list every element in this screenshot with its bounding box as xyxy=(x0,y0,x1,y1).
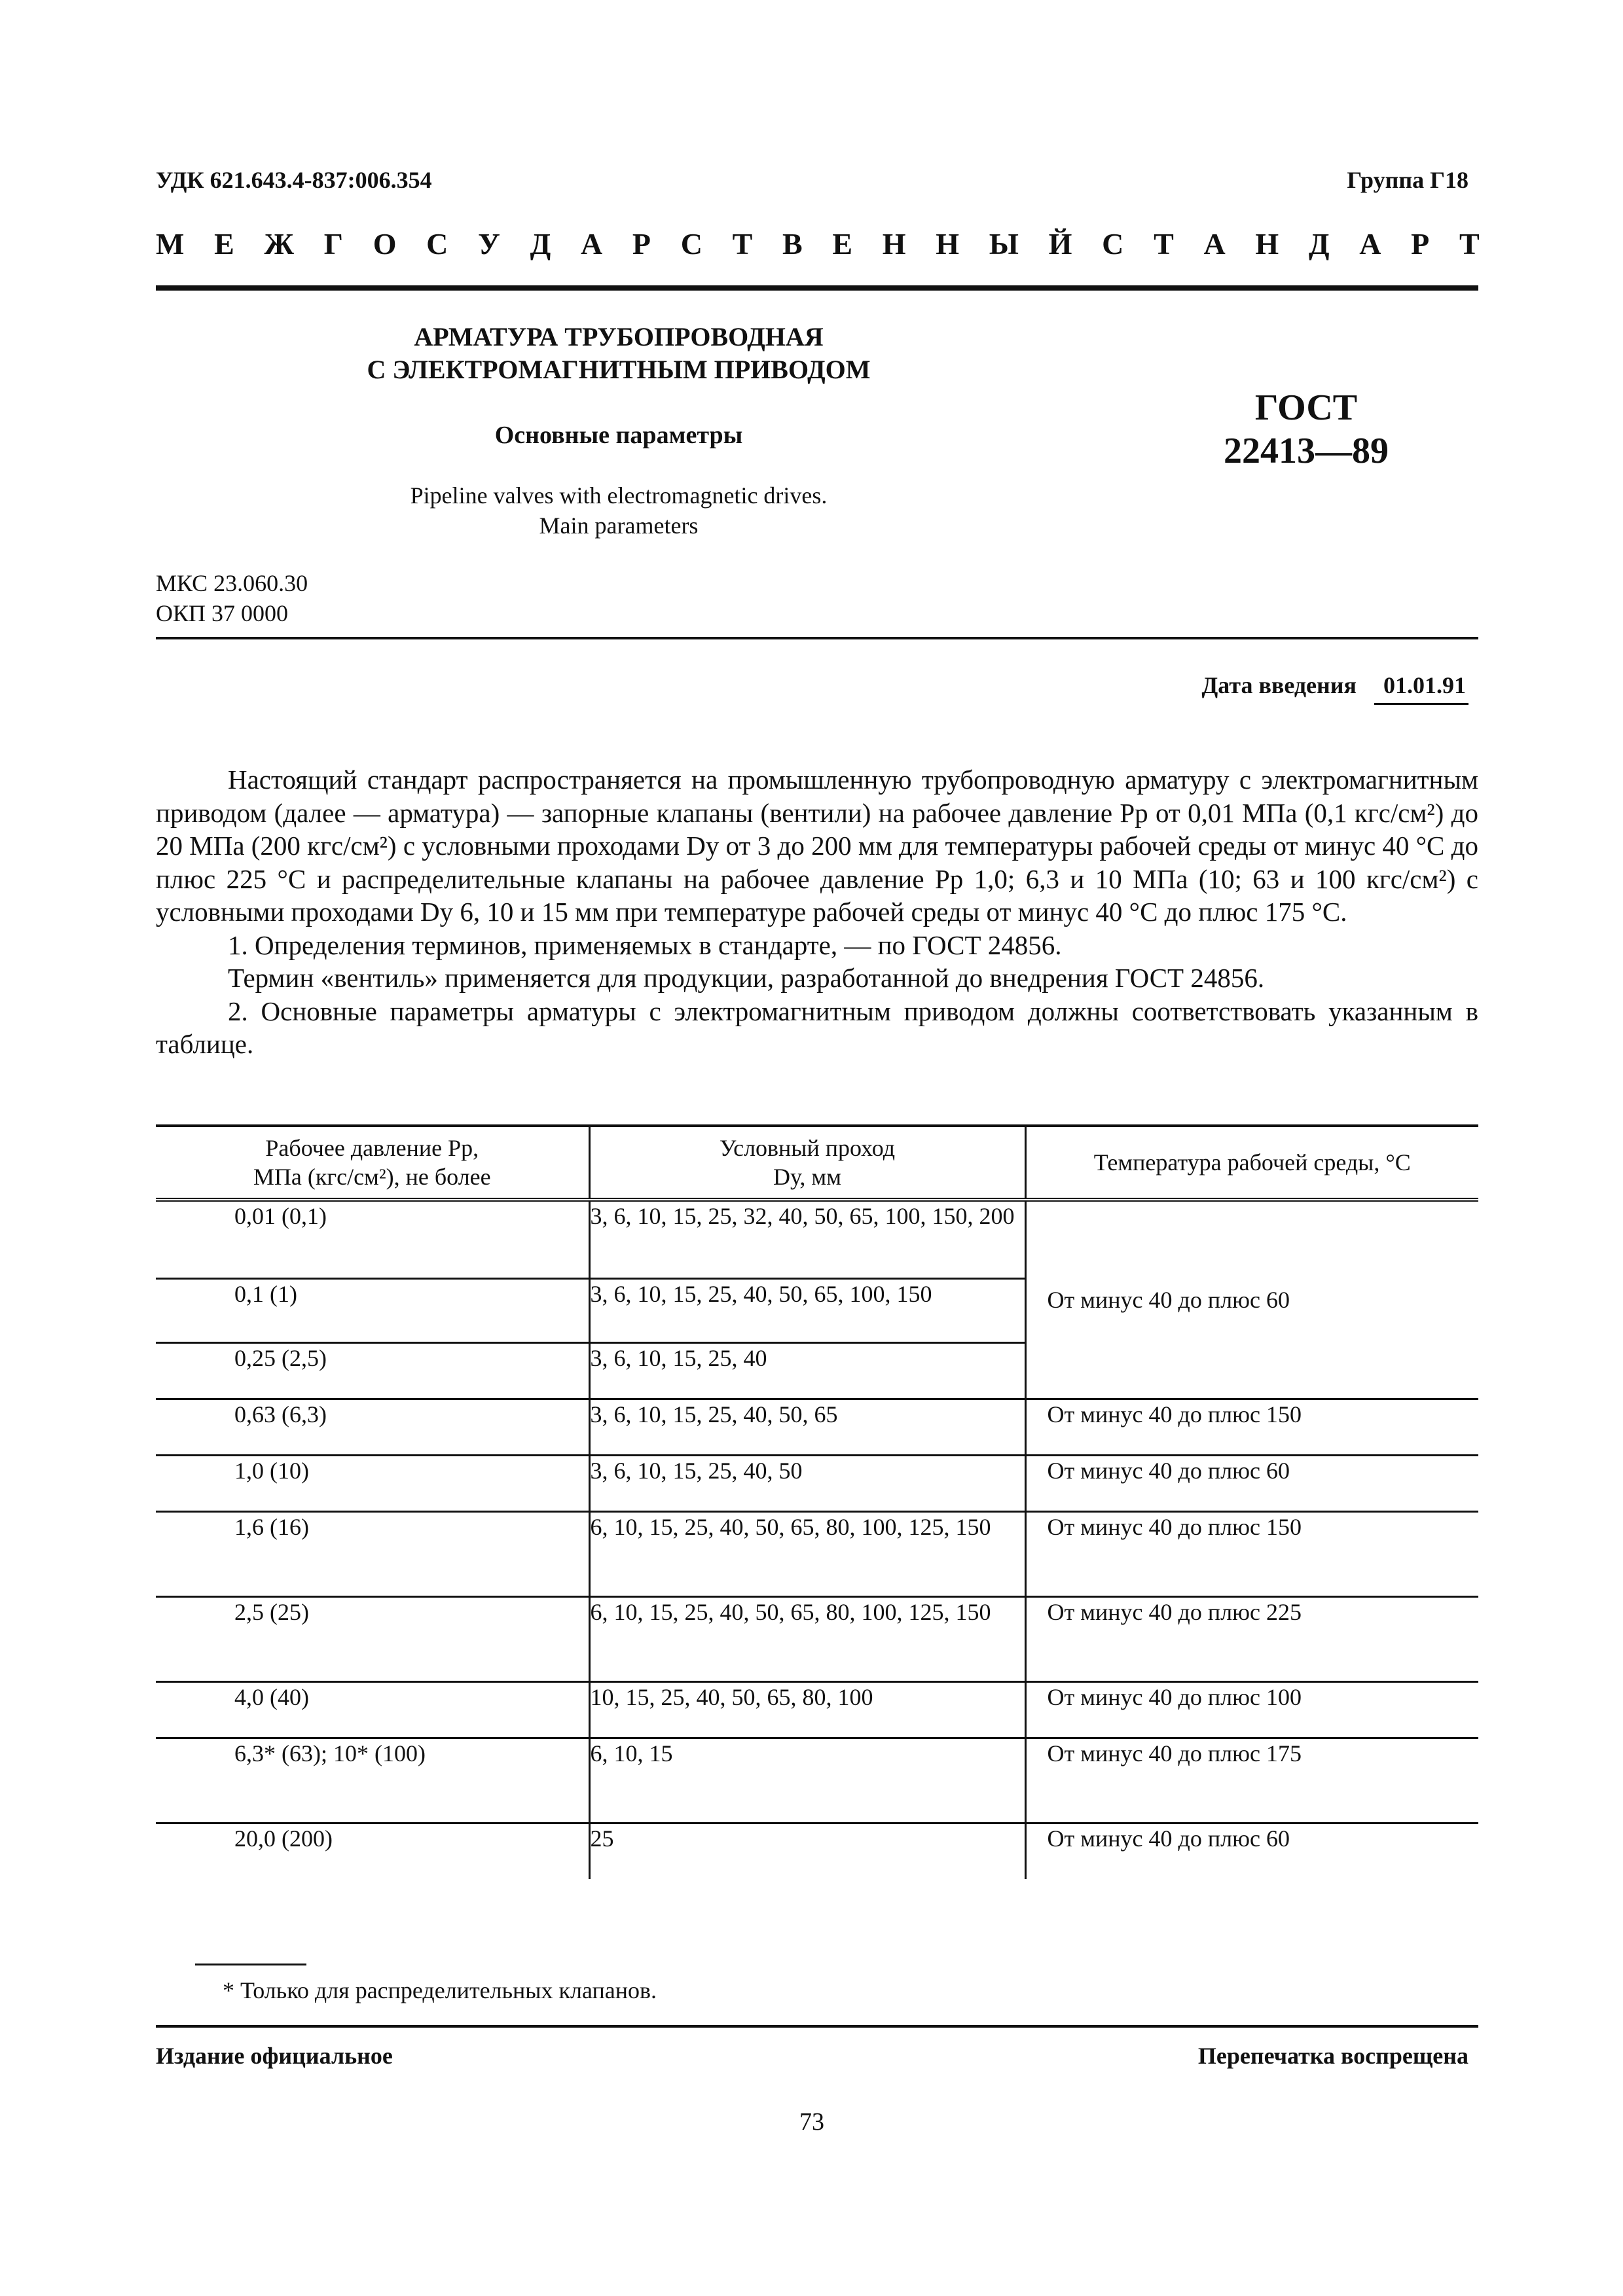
table-row xyxy=(156,1399,1478,1455)
heading-letter: С xyxy=(426,227,448,260)
cell-temperature: От минус 40 до плюс 60 xyxy=(1025,1455,1478,1511)
item-2: 2. Основные параметры арматуры с электромагнитным приводом должны соответствовать указанным в таблице. xyxy=(156,996,1478,1059)
udk-code: УДК 621.643.4-837:006.354 xyxy=(156,167,432,193)
header-diameter: Условный проход Dу, мм xyxy=(589,1127,1025,1200)
table-row xyxy=(156,1200,1478,1278)
cell-diameters: 3, 6, 10, 15, 25, 40 xyxy=(589,1342,1025,1399)
cell-temperature: От минус 40 до плюс 100 xyxy=(1025,1681,1478,1738)
cell-temperature: От минус 40 до плюс 60 xyxy=(1025,1200,1478,1399)
intro-paragraph: Настоящий стандарт распространяется на промышленную трубопроводную арматуру с электромагнитным приводом (далее — арматура) — запорные клапаны (вентили) на рабочее давление Pр от 0,01 МПа (0,1 кгс/см²) до 20 МПа (200 кгс/см²) с условными проходами Dу от 3 до 200 мм для температуры рабочей среды от минус 40 °С до плюс 225 °С и распределительные клапаны на рабочее давление Pр 1,0; 6,3 и 10 МПа (10; 63 и 100 кгс/см²) с условными проходами Dу 6, 10 и 15 мм при температуре рабочей среды от минус 40 °С до плюс 175 °С. xyxy=(156,764,1478,927)
cell-temperature: От минус 40 до плюс 175 xyxy=(1025,1738,1478,1823)
cell-diameters: 3, 6, 10, 15, 25, 32, 40, 50, 65, 100, 150, 200 xyxy=(589,1200,1025,1278)
table-row xyxy=(156,1596,1478,1681)
page-number: 73 xyxy=(799,2108,824,2136)
heading-letter: У xyxy=(478,227,500,260)
body-text xyxy=(156,763,1478,1061)
header-temperature: Температура рабочей среды, °С xyxy=(1093,1149,1411,1175)
heading-letter: Д xyxy=(1308,227,1330,260)
heading-letter: Т xyxy=(1154,227,1174,260)
heading-letter: Т xyxy=(1459,227,1480,260)
cell-diameters: 6, 10, 15, 25, 40, 50, 65, 80, 100, 125, 150 xyxy=(589,1596,1025,1681)
cell-diameters: 3, 6, 10, 15, 25, 40, 50, 65, 100, 150 xyxy=(589,1278,1025,1342)
parameters-table-wrapper xyxy=(156,1124,1478,1879)
cell-pressure: 1,0 (10) xyxy=(156,1455,589,1511)
heading-letter: Н xyxy=(936,227,960,260)
cell-pressure: 1,6 (16) xyxy=(156,1511,589,1596)
heading-letter: С xyxy=(1102,227,1124,260)
cell-pressure: 20,0 (200) xyxy=(156,1823,589,1879)
heading-letter: М xyxy=(156,227,185,260)
gost-label: ГОСТ xyxy=(1254,387,1358,428)
heading-letter: Д xyxy=(530,227,551,260)
cell-temperature: От минус 40 до плюс 150 xyxy=(1025,1399,1478,1455)
footer-rule xyxy=(156,2025,1478,2028)
cell-diameters: 3, 6, 10, 15, 25, 40, 50 xyxy=(589,1455,1025,1511)
parameters-table xyxy=(156,1127,1478,1879)
effective-date-label: Дата введения xyxy=(1201,672,1357,698)
heading-letter: О xyxy=(373,227,397,260)
heading-letter: Р xyxy=(632,227,651,260)
english-title-line-2: Main parameters xyxy=(539,512,699,539)
cell-diameters: 10, 15, 25, 40, 50, 65, 80, 100 xyxy=(589,1681,1025,1738)
header-rule xyxy=(156,285,1478,291)
table-row xyxy=(156,1511,1478,1596)
cell-temperature: От минус 40 до плюс 225 xyxy=(1025,1596,1478,1681)
cell-pressure: 0,63 (6,3) xyxy=(156,1399,589,1455)
cell-diameters: 3, 6, 10, 15, 25, 40, 50, 65 xyxy=(589,1399,1025,1455)
gost-number: 22413—89 xyxy=(1224,431,1389,471)
cell-pressure: 0,01 (0,1) xyxy=(156,1200,589,1278)
item-1: 1. Определения терминов, применяемых в стандарте, — по ГОСТ 24856. xyxy=(228,929,1062,960)
cell-pressure: 0,25 (2,5) xyxy=(156,1342,589,1399)
table-row xyxy=(156,1738,1478,1823)
heading-letter: Ы xyxy=(989,227,1019,260)
heading-letter: Й xyxy=(1048,227,1072,260)
document-subtitle: Основные параметры xyxy=(494,422,743,449)
cell-diameters: 25 xyxy=(589,1823,1025,1879)
classification-codes xyxy=(156,568,308,628)
heading-letter: Е xyxy=(832,227,853,260)
heading-letter: Р xyxy=(1411,227,1430,260)
heading-letter: Т xyxy=(732,227,753,260)
effective-date xyxy=(1202,672,1469,705)
cell-pressure: 6,3* (63); 10* (100) xyxy=(156,1738,589,1823)
cell-pressure: 4,0 (40) xyxy=(156,1681,589,1738)
title-line-1: АРМАТУРА ТРУБОПРОВОДНАЯ xyxy=(414,322,824,351)
cell-pressure: 0,1 (1) xyxy=(156,1278,589,1342)
cell-temperature: От минус 40 до плюс 150 xyxy=(1025,1511,1478,1596)
heading-letter: Г xyxy=(323,227,343,260)
title-line-2: С ЭЛЕКТРОМАГНИТНЫМ ПРИВОДОМ xyxy=(367,355,871,384)
okp-code: ОКП 37 0000 xyxy=(156,600,289,626)
group-code: Группа Г18 xyxy=(1347,167,1468,193)
cell-pressure: 2,5 (25) xyxy=(156,1596,589,1681)
official-edition: Издание официальное xyxy=(156,2043,393,2069)
section-rule xyxy=(156,637,1478,639)
heading-letter: А xyxy=(1359,227,1381,260)
cell-diameters: 6, 10, 15, 25, 40, 50, 65, 80, 100, 125, 150 xyxy=(589,1511,1025,1596)
document-title xyxy=(262,321,976,386)
heading-letter: Ж xyxy=(264,227,294,260)
heading-letter: Н xyxy=(882,227,906,260)
heading-letter: А xyxy=(580,227,603,260)
english-title xyxy=(262,480,976,541)
heading-letter: Н xyxy=(1255,227,1279,260)
table-row xyxy=(156,1455,1478,1511)
reprint-prohibited: Перепечатка воспрещена xyxy=(1197,2043,1468,2069)
cell-diameters: 6, 10, 15 xyxy=(589,1738,1025,1823)
table-row xyxy=(156,1823,1478,1879)
gost-designation xyxy=(1165,386,1447,473)
table-header-row xyxy=(156,1127,1478,1200)
footnote: * Только для распределительных клапанов. xyxy=(223,1977,657,2003)
table-row xyxy=(156,1681,1478,1738)
heading-letter: Е xyxy=(214,227,234,260)
item-1-note: Термин «вентиль» применяется для продукции, разработанной до внедрения ГОСТ 24856. xyxy=(228,963,1265,993)
mks-code: МКС 23.060.30 xyxy=(156,570,308,596)
heading-letter: В xyxy=(782,227,803,260)
english-title-line-1: Pipeline valves with electromagnetic drives. xyxy=(410,482,828,509)
header-pressure: Рабочее давление Pр, МПа (кгс/см²), не более xyxy=(156,1127,589,1200)
heading-letter: С xyxy=(680,227,702,260)
standard-type-heading xyxy=(156,226,1480,261)
footnote-rule xyxy=(195,1964,306,1965)
heading-letter: А xyxy=(1203,227,1226,260)
effective-date-value: 01.01.91 xyxy=(1374,672,1468,705)
cell-temperature: От минус 40 до плюс 60 xyxy=(1025,1823,1478,1879)
